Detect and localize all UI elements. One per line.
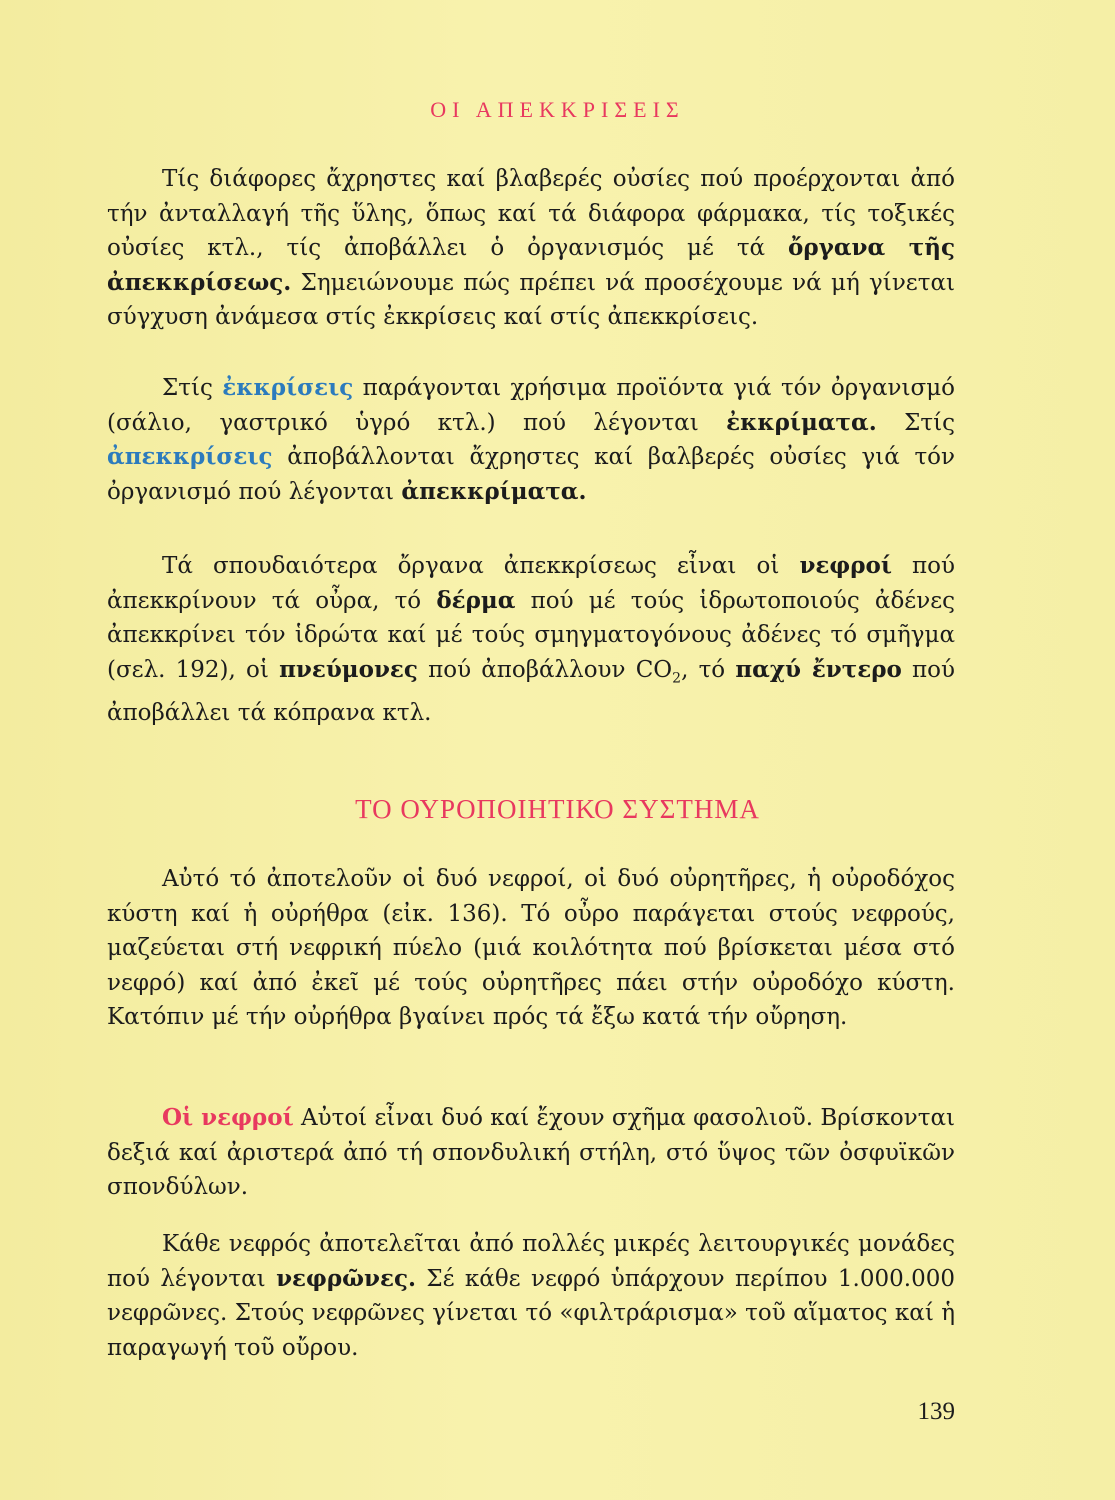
highlight-term: ἀπεκκρίσεις bbox=[107, 443, 273, 471]
bold-term: νεφροί bbox=[799, 552, 892, 579]
subheading-term: Οἱ νεφροί bbox=[162, 1104, 294, 1131]
page-number: 139 bbox=[917, 1398, 955, 1425]
paragraph-text: πού ἀποβάλλει τά κόπρανα κτλ. bbox=[107, 656, 955, 726]
paragraph-text: πού μέ τούς ἱδρωτοποιούς ἀδένες ἀπεκκρίνει τόν ἱδρώτα καί μέ τούς σμηγματογόνους ἀδένες τό σμῆγμα (σελ. 192), οἱ bbox=[107, 587, 955, 683]
bold-term: ὄργανα τῆς ἀπεκκρίσεως. bbox=[107, 234, 956, 296]
paragraph-text: Τά σπουδαιότερα ὄργανα ἀπεκκρίσεως εἶναι οἱ bbox=[162, 553, 800, 579]
bold-term: νεφρῶνες. bbox=[276, 1264, 416, 1292]
paragraph-urinary-system bbox=[107, 862, 955, 1035]
paragraph-organs bbox=[107, 549, 955, 731]
subscript: 2 bbox=[672, 670, 682, 687]
paragraph-text: πού ἀπεκκρίνουν τά οὖρα, τό bbox=[107, 553, 955, 614]
section-title-excretions: ΟΙ ΑΠΕΚΚΡΙΣΕΙΣ bbox=[430, 97, 685, 122]
paragraph-text: Κάθε νεφρός ἀποτελεῖται ἀπό πολλές μικρές λειτουργικές μονάδες πού λέγονται bbox=[107, 1231, 955, 1292]
paragraph-text: Αὐτοί εἶναι δυό καί ἔχουν σχῆμα φασολιοῦ. Βρίσκονται δεξιά καί ἀριστερά ἀπό τή σπονδυλική στήλη, στό ὕψος τῶν ὀσφυϊκῶν σπονδύλων. bbox=[107, 1105, 955, 1201]
paragraph-secretions bbox=[107, 371, 955, 509]
bold-term: ἐκκρίματα. bbox=[726, 408, 877, 436]
bold-term: πνεύμονες bbox=[279, 655, 418, 683]
highlight-term: ἐκκρίσεις bbox=[222, 374, 354, 401]
paragraph-text: Στίς bbox=[162, 375, 223, 401]
bold-term: ἀπεκκρίματα. bbox=[401, 477, 587, 505]
paragraph-text: Τίς διάφορες ἄχρηστες καί βλαβερές οὐσίες πού προέρχονται ἀπό τήν ἀνταλλαγή τῆς ὕλης, ὅπως καί τά διάφορα φάρμακα, τίς τοξικές οὐσίες κτλ., τίς ἀποβάλλει ὁ ὀργανισμός μέ τά bbox=[107, 166, 955, 262]
paragraph-intro bbox=[107, 162, 955, 335]
paragraph-text: Σημειώνουμε πώς πρέπει νά προσέχουμε νά μή γίνεται σύγχυση ἀνάμεσα στίς ἐκκρίσεις καί στίς ἀπεκκρίσεις. bbox=[107, 269, 955, 331]
paragraph-text: ἀποβάλλονται ἄχρηστες καί βαλβερές οὐσίες γιά τόν ὀργανισμό πού λέγονται bbox=[107, 444, 955, 505]
paragraph-text: πού ἀποβάλλουν CO bbox=[417, 656, 673, 683]
bold-term: δέρμα bbox=[436, 586, 516, 614]
paragraph-text: παράγονται χρήσιμα προϊόντα γιά τόν ὀργανισμό (σάλιο, γαστρικό ὑγρό κτλ.) πού λέγονται bbox=[107, 375, 956, 436]
paragraph-text: Αὐτό τό ἀποτελοῦν οἱ δυό νεφροί, οἱ δυό οὐρητῆρες, ἡ οὐροδόχος κύστη καί ἡ οὐρήθρα (εἰκ. 136). Τό οὖρο παράγεται στούς νεφρούς, μαζεύεται στή νεφρική πύελο (μιά κοιλότητα πού βρίσκεται μέσα στό νεφρό) καί ἀπό ἐκεῖ μέ τούς οὐρητῆρες πάει στήν οὐροδόχο κύστη. Κατόπιν μέ τήν οὐρήθρα βγαίνει πρός τά ἔξω κατά τήν οὔρηση. bbox=[107, 866, 955, 1031]
paragraph-text: Σέ κάθε νεφρό ὑπάρχουν περίπου 1.000.000 νεφρῶνες. Στούς νεφρῶνες γίνεται τό «φιλτράρισμα» τοῦ αἵματος καί ἡ παραγωγή τοῦ οὔρου. bbox=[107, 1265, 955, 1361]
bold-term: παχύ ἔντερο bbox=[735, 655, 902, 683]
paragraph-text: Στίς bbox=[876, 409, 955, 436]
paragraph-text: , τό bbox=[681, 656, 736, 683]
section-title-urinary-system: ΤΟ ΟΥΡΟΠΟΙΗΤΙΚΟ ΣΥΣΤΗΜΑ bbox=[355, 794, 760, 824]
paragraph-kidneys bbox=[107, 1101, 955, 1205]
paragraph-nephrons bbox=[107, 1227, 955, 1365]
